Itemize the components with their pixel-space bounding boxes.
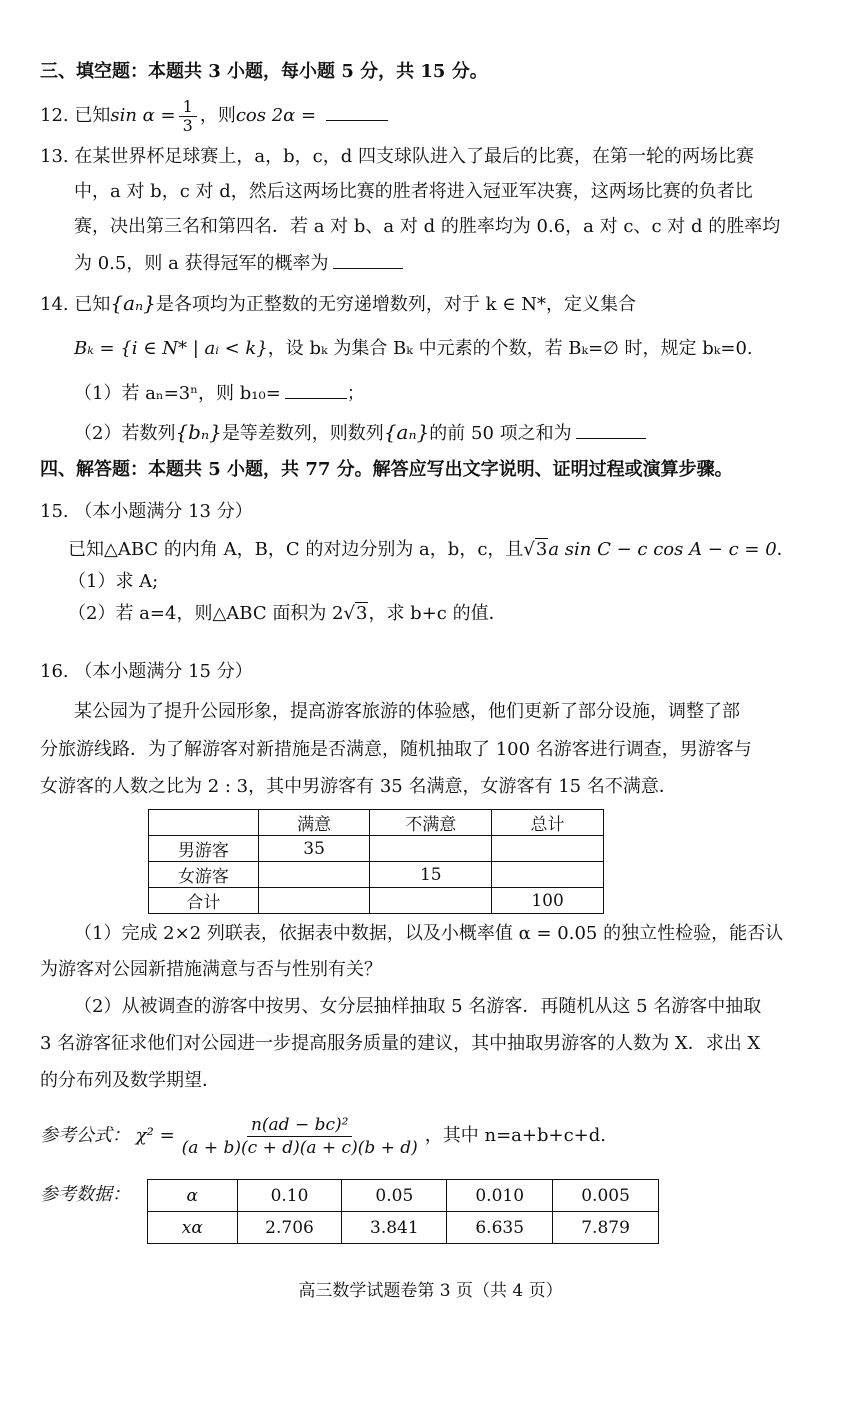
section-3-header: 三、填空题：本题共 3 小题，每小题 5 分，共 15 分。 bbox=[40, 61, 488, 82]
sequence-set: {bₙ} bbox=[175, 420, 222, 444]
sqrt-radicand: 3 bbox=[535, 539, 548, 560]
table-cell: 0.010 bbox=[447, 1180, 553, 1212]
fraction-denominator: 3 bbox=[182, 115, 193, 135]
table-cell bbox=[258, 862, 370, 888]
question-text: 在某世界杯足球赛上，a，b，c，d 四支球队进入了最后的比赛，在第一轮的两场比赛 bbox=[74, 146, 754, 167]
question-13-line-3: 赛，决出第三名和第四名．若 a 对 b、a 对 d 的胜率均为 0.6，a 对 c、c 对 d 的胜率均 bbox=[74, 216, 781, 237]
formula-note: ，其中 n=a+b+c+d. bbox=[424, 1125, 607, 1146]
table-row bbox=[149, 836, 604, 862]
table-cell: 6.635 bbox=[447, 1212, 553, 1244]
table-cell: α bbox=[148, 1180, 238, 1212]
answer-blank bbox=[576, 420, 646, 439]
question-13-line-1 bbox=[40, 145, 754, 169]
answer-blank bbox=[326, 102, 388, 121]
question-text: 已知 bbox=[74, 105, 111, 126]
question-16-part-2-line-2: 3 名游客征求他们对公园进一步提高服务质量的建议，其中抽取男游客的人数为 X．求出 X bbox=[40, 1033, 761, 1054]
math-expr: sin α = bbox=[110, 105, 176, 126]
question-text: （2）若 a=4，则△ABC 面积为 2 bbox=[68, 603, 344, 624]
question-number: 12. bbox=[40, 105, 69, 126]
table-header-row bbox=[149, 810, 604, 836]
question-text: ，则 bbox=[199, 105, 236, 126]
table-cell bbox=[370, 888, 492, 914]
question-13-line-2: 中，a 对 b，c 对 d，然后这两场比赛的胜者将进入冠亚军决赛，这两场比赛的负者比 bbox=[74, 181, 753, 202]
question-title: （本小题满分 13 分） bbox=[74, 501, 253, 522]
question-text: ； bbox=[346, 383, 365, 404]
question-text: ，求 b+c 的值． bbox=[368, 603, 507, 624]
table-header-cell bbox=[149, 810, 259, 836]
question-text: 的前 50 项之和为 bbox=[429, 423, 572, 444]
question-15-part-2: （2）若 a=4，则△ABC 面积为 2√3，求 b+c 的值． bbox=[68, 603, 507, 624]
question-title: （本小题满分 15 分） bbox=[74, 661, 253, 682]
table-row bbox=[148, 1212, 659, 1244]
question-12 bbox=[40, 96, 388, 136]
question-13-line-4 bbox=[74, 250, 403, 276]
table-cell: 3.841 bbox=[342, 1212, 447, 1244]
sequence-set: {aₙ} bbox=[383, 420, 430, 444]
question-number: 14. bbox=[40, 294, 69, 315]
table-cell bbox=[370, 836, 492, 862]
contingency-table bbox=[148, 809, 604, 914]
question-16-title bbox=[40, 660, 253, 684]
reference-data-label: 参考数据： bbox=[40, 1184, 130, 1205]
question-14-part-1 bbox=[74, 380, 365, 406]
table-header-cell: 不满意 bbox=[370, 810, 492, 836]
table-row bbox=[149, 862, 604, 888]
question-16-part-1-line-2: 为游客对公园新措施满意与否与性别有关？ bbox=[40, 959, 382, 980]
question-16-part-2-line-3: 的分布列及数学期望． bbox=[40, 1070, 220, 1091]
table-cell: 35 bbox=[258, 836, 370, 862]
table-cell bbox=[492, 862, 604, 888]
question-15-part-1: （1）求 A; bbox=[68, 571, 159, 592]
formula-label: 参考公式： bbox=[40, 1125, 130, 1146]
question-text: （2）若数列 bbox=[74, 423, 176, 444]
table-cell: xα bbox=[148, 1212, 238, 1244]
question-14-line-2 bbox=[74, 337, 753, 361]
formula-numerator: n(ad − bc)² bbox=[247, 1114, 353, 1137]
table-cell: 100 bbox=[492, 888, 604, 914]
question-14-part-2 bbox=[74, 420, 646, 446]
math-expr: cos 2α = bbox=[235, 105, 317, 126]
formula-fraction bbox=[178, 1114, 422, 1159]
formula-denominator: (a + b)(c + d)(a + c)(b + d) bbox=[181, 1137, 418, 1158]
reference-formula bbox=[40, 1110, 606, 1162]
question-text: （1）若 aₙ=3ⁿ，则 b₁₀= bbox=[74, 383, 281, 404]
table-cell bbox=[258, 888, 370, 914]
table-header-cell: 满意 bbox=[258, 810, 370, 836]
sequence-set: {aₙ} bbox=[110, 291, 156, 315]
fraction-numerator: 1 bbox=[179, 98, 197, 117]
answer-blank bbox=[333, 250, 403, 269]
sqrt-radicand: 3 bbox=[356, 603, 368, 624]
fraction bbox=[179, 98, 197, 135]
table-cell: 0.005 bbox=[553, 1180, 659, 1212]
table-row bbox=[149, 888, 604, 914]
table-cell: 15 bbox=[370, 862, 492, 888]
table-header-cell: 总计 bbox=[492, 810, 604, 836]
question-14-line-1 bbox=[40, 291, 636, 317]
answer-blank bbox=[285, 380, 347, 399]
table-cell: 7.879 bbox=[553, 1212, 659, 1244]
question-number: 16. bbox=[40, 661, 69, 682]
table-cell: 2.706 bbox=[237, 1212, 342, 1244]
question-16-stem-line-1: 某公园为了提升公园形象，提高游客旅游的体验感，他们更新了部分设施，调整了部 bbox=[74, 701, 740, 722]
reference-data-table bbox=[147, 1179, 659, 1244]
table-cell bbox=[492, 836, 604, 862]
table-cell: 男游客 bbox=[149, 836, 259, 862]
question-16-stem-line-3: 女游客的人数之比为 2 : 3，其中男游客有 35 名满意，女游客有 15 名不满意． bbox=[40, 776, 677, 797]
table-cell: 0.10 bbox=[237, 1180, 342, 1212]
question-text: ． bbox=[776, 539, 795, 560]
question-text: 是等差数列，则数列 bbox=[221, 423, 384, 444]
section-4-header: 四、解答题：本题共 5 小题，共 77 分。解答应写出文字说明、证明过程或演算步骤。 bbox=[40, 459, 733, 480]
formula-lhs: χ² = bbox=[135, 1125, 175, 1146]
question-number: 15. bbox=[40, 501, 69, 522]
question-text: 已知△ABC 的内角 A，B，C 的对边分别为 a，b，c，且 bbox=[68, 539, 524, 560]
question-number: 13. bbox=[40, 146, 69, 167]
table-cell: 女游客 bbox=[149, 862, 259, 888]
table-cell: 0.05 bbox=[342, 1180, 447, 1212]
question-text: 已知 bbox=[74, 294, 111, 315]
question-16-stem-line-2: 分旅游线路．为了解游客对新措施是否满意，随机抽取了 100 名游客进行调查，男游客与 bbox=[40, 739, 752, 760]
question-15-stem: 已知△ABC 的内角 A，B，C 的对边分别为 a，b，c，且√3a sin C − c cos A − c = 0． bbox=[68, 539, 795, 560]
question-16-part-1-line-1: （1）完成 2×2 列联表，依据表中数据，以及小概率值 α = 0.05 的独立性检验，能否认 bbox=[74, 923, 784, 944]
math-expr: a sin C − c cos A − c = 0 bbox=[548, 539, 777, 560]
table-cell: 合计 bbox=[149, 888, 259, 914]
page-footer: 高三数学试题卷第 3 页（共 4 页） bbox=[298, 1281, 563, 1301]
table-row bbox=[148, 1180, 659, 1212]
question-15-title bbox=[40, 500, 253, 524]
question-text: ，设 bₖ 为集合 Bₖ 中元素的个数，若 Bₖ=∅ 时，规定 bₖ=0. bbox=[267, 338, 753, 359]
question-16-part-2-line-1: （2）从被调查的游客中按男、女分层抽样抽取 5 名游客．再随机从这 5 名游客中抽取 bbox=[74, 996, 762, 1017]
question-text: 为 0.5，则 a 获得冠军的概率为 bbox=[74, 253, 329, 274]
question-text: 是各项均为正整数的无穷递增数列，对于 k ∈ N*，定义集合 bbox=[155, 294, 637, 315]
set-definition: Bₖ = {i ∈ N* | aᵢ < k} bbox=[74, 338, 268, 359]
